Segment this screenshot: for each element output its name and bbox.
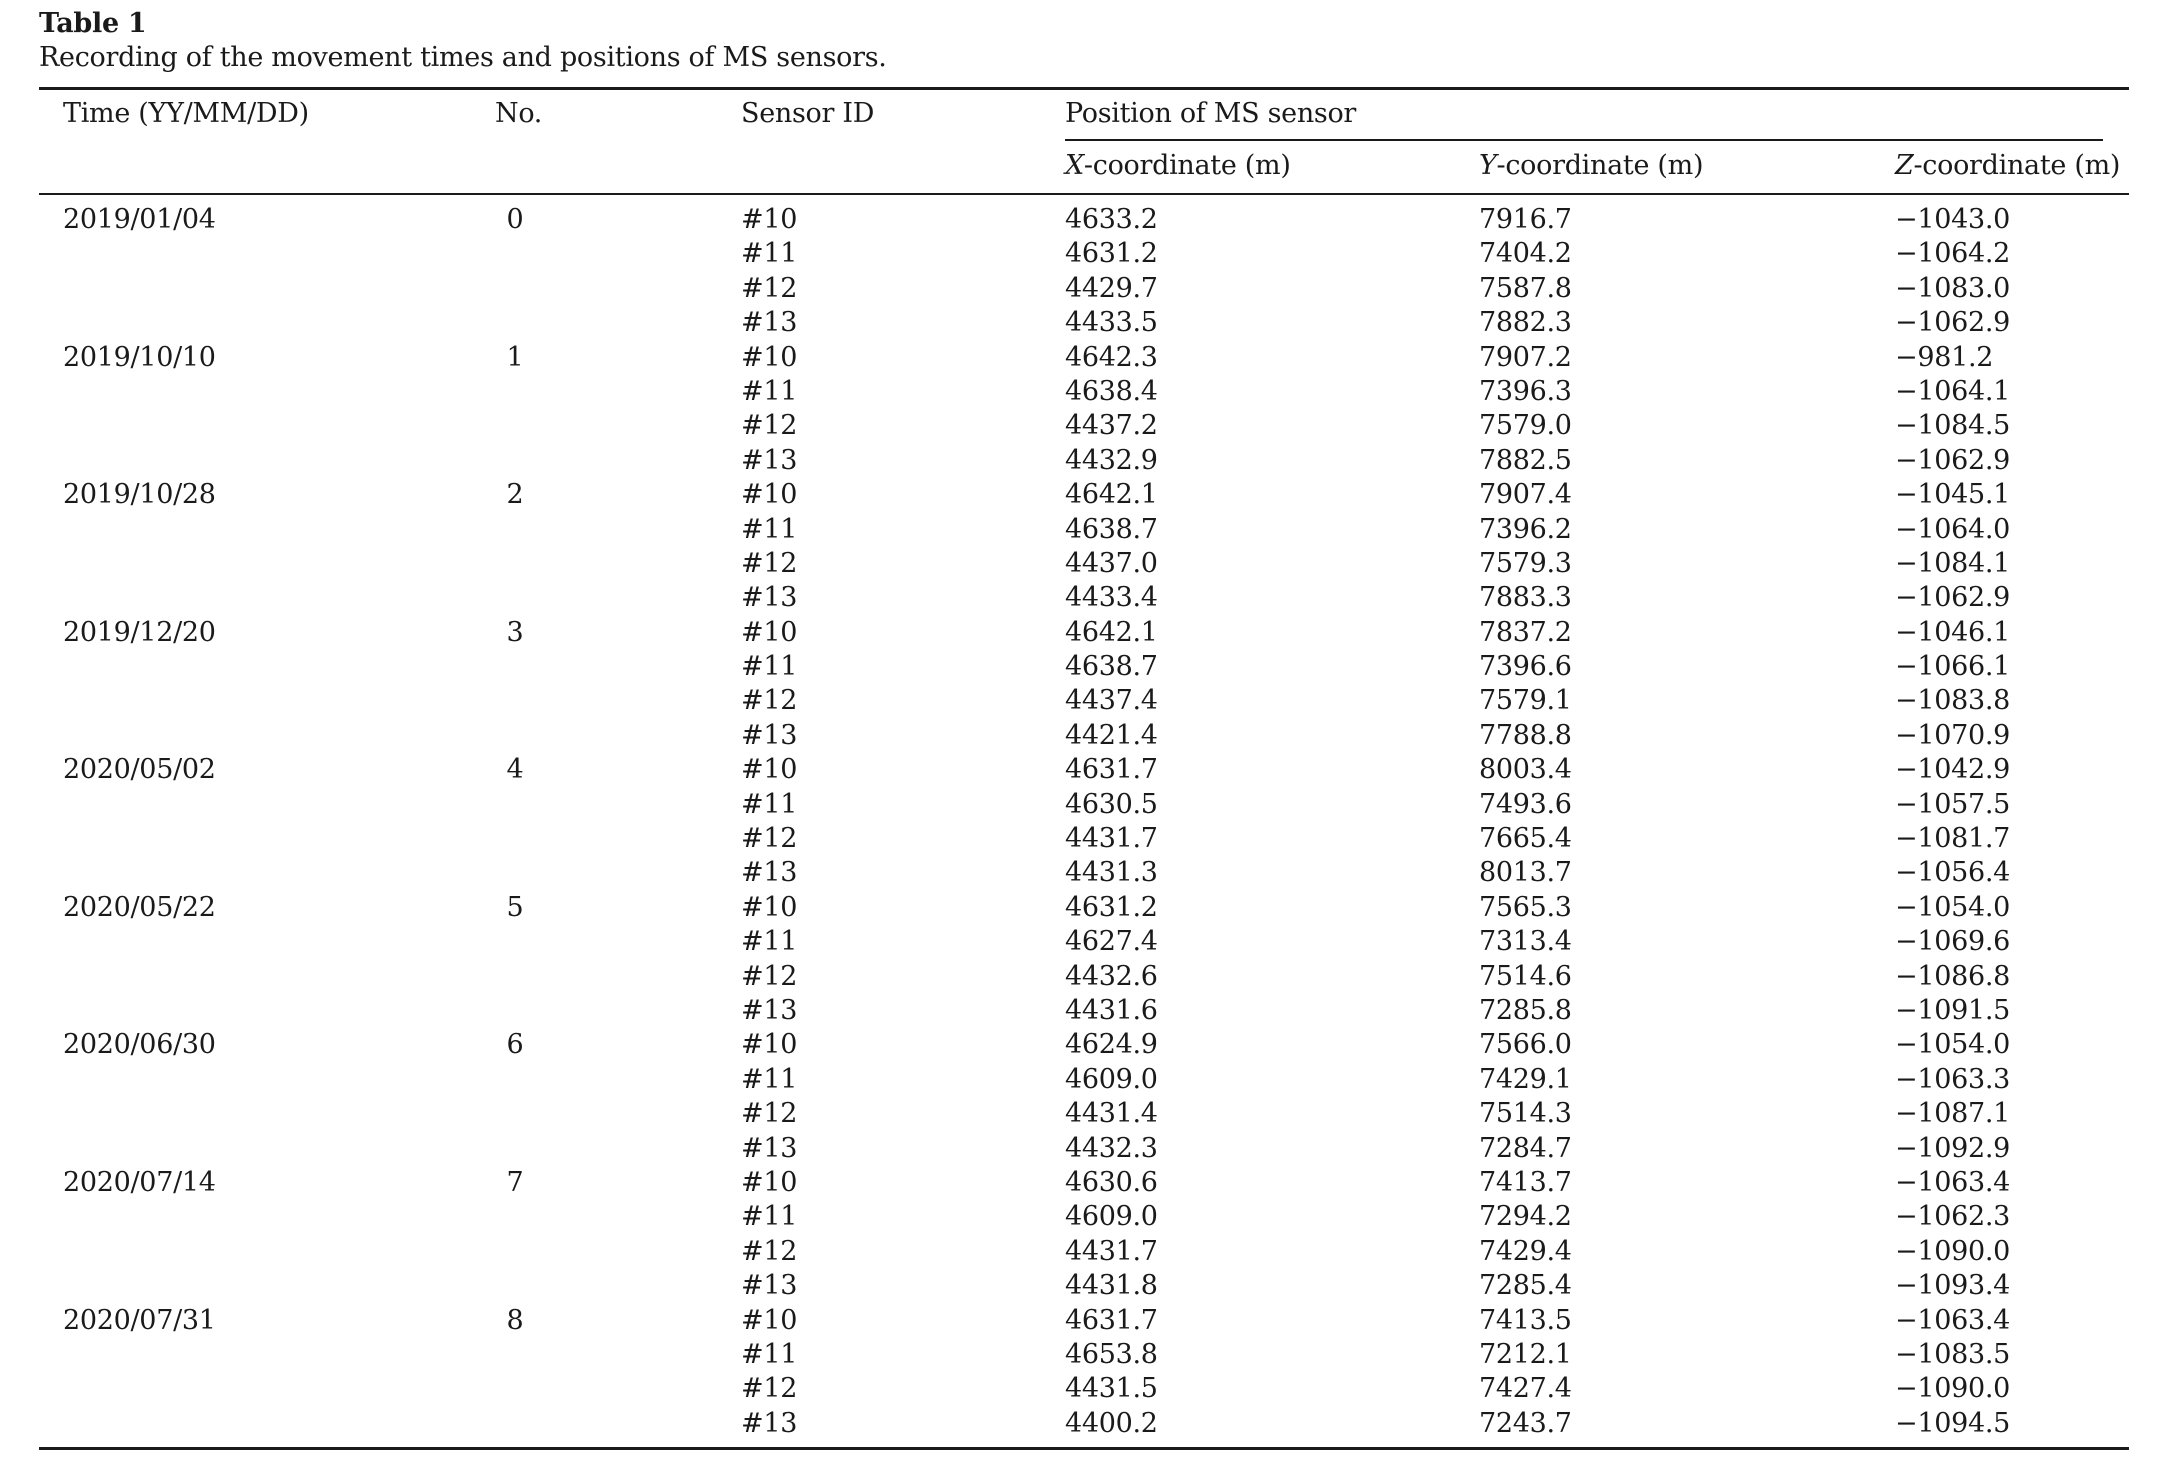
cell-y-coordinate: 7565.3 — [1479, 891, 1572, 923]
cell-z-coordinate: −1062.9 — [1895, 444, 2010, 476]
cell-x-coordinate: 4433.4 — [1065, 582, 1158, 614]
cell-x-coordinate: 4638.7 — [1065, 651, 1158, 683]
table-row — [39, 686, 2129, 720]
cell-x-coordinate: 4437.4 — [1065, 685, 1158, 717]
cell-y-coordinate: 7883.3 — [1479, 582, 1572, 614]
table-row — [39, 308, 2129, 342]
cell-z-coordinate: −1043.0 — [1895, 204, 2010, 235]
cell-time: 2019/10/28 — [63, 479, 216, 511]
cell-no: 3 — [506, 616, 524, 648]
cell-y-coordinate: 7916.7 — [1479, 204, 1572, 235]
cell-y-coordinate: 7429.4 — [1479, 1235, 1572, 1267]
cell-time: 2020/06/30 — [63, 1029, 216, 1061]
table-row — [39, 583, 2129, 617]
cell-sensor-id: #13 — [741, 994, 798, 1026]
cell-z-coordinate: −1090.0 — [1895, 1235, 2010, 1267]
cell-x-coordinate: 4431.8 — [1065, 1270, 1158, 1302]
table-row — [39, 1306, 2129, 1340]
cell-sensor-id: #12 — [741, 1098, 798, 1130]
header-position-group: Position of MS sensor — [1065, 98, 1357, 129]
cell-z-coordinate: −1064.0 — [1895, 513, 2010, 545]
header-y-letter: Y — [1479, 150, 1497, 181]
cell-sensor-id: #13 — [741, 307, 798, 339]
table-row — [39, 1099, 2129, 1133]
cell-y-coordinate: 7882.3 — [1479, 307, 1572, 339]
cell-z-coordinate: −1086.8 — [1895, 960, 2010, 992]
cell-sensor-id: #11 — [741, 1338, 798, 1370]
cell-sensor-id: #11 — [741, 375, 798, 407]
cell-sensor-id: #12 — [741, 410, 798, 442]
table-row — [39, 274, 2129, 308]
cell-x-coordinate: 4432.3 — [1065, 1132, 1158, 1164]
cell-y-coordinate: 7587.8 — [1479, 272, 1572, 304]
cell-y-coordinate: 7413.5 — [1479, 1304, 1572, 1336]
header-y-text: -coordinate (m) — [1496, 150, 1704, 181]
cell-sensor-id: #13 — [741, 1407, 798, 1439]
header-sensor-id: Sensor ID — [741, 98, 875, 129]
cell-sensor-id: #12 — [741, 960, 798, 992]
table-row — [39, 343, 2129, 377]
header-x-text: -coordinate (m) — [1083, 150, 1291, 181]
cell-no: 7 — [506, 1166, 524, 1198]
cell-y-coordinate: 7404.2 — [1479, 238, 1572, 270]
cell-sensor-id: #13 — [741, 444, 798, 476]
cell-x-coordinate: 4609.0 — [1065, 1063, 1158, 1095]
table-row — [39, 1202, 2129, 1236]
table-row — [39, 755, 2129, 789]
table-row — [39, 1271, 2129, 1305]
cell-x-coordinate: 4400.2 — [1065, 1407, 1158, 1439]
cell-y-coordinate: 7514.6 — [1479, 960, 1572, 992]
cell-sensor-id: #11 — [741, 926, 798, 958]
table-row — [39, 480, 2129, 514]
cell-y-coordinate: 8003.4 — [1479, 754, 1572, 786]
cell-y-coordinate: 7882.5 — [1479, 444, 1572, 476]
cell-no: 0 — [506, 204, 524, 235]
cell-no: 4 — [506, 754, 524, 786]
cell-x-coordinate: 4631.7 — [1065, 754, 1158, 786]
table-row — [39, 549, 2129, 583]
cell-x-coordinate: 4429.7 — [1065, 272, 1158, 304]
table-row — [39, 962, 2129, 996]
cell-x-coordinate: 4432.9 — [1065, 444, 1158, 476]
header-z-coordinate — [1895, 151, 2120, 181]
cell-time: 2019/12/20 — [63, 616, 216, 648]
cell-z-coordinate: −1090.0 — [1895, 1373, 2010, 1405]
cell-y-coordinate: 7396.2 — [1479, 513, 1572, 545]
header-no: No. — [495, 98, 543, 129]
cell-z-coordinate: −1092.9 — [1895, 1132, 2010, 1164]
cell-y-coordinate: 7429.1 — [1479, 1063, 1572, 1095]
header-x-letter: X — [1065, 150, 1084, 181]
cell-no: 5 — [506, 891, 524, 923]
table-row — [39, 927, 2129, 961]
table-row — [39, 652, 2129, 686]
cell-time: 2020/05/02 — [63, 754, 216, 786]
cell-z-coordinate: −1084.5 — [1895, 410, 2010, 442]
cell-z-coordinate: −1064.1 — [1895, 375, 2010, 407]
header-x-coordinate — [1065, 151, 1291, 181]
cell-sensor-id: #11 — [741, 1201, 798, 1233]
cell-y-coordinate: 7579.1 — [1479, 685, 1572, 717]
cell-x-coordinate: 4431.6 — [1065, 994, 1158, 1026]
table-row — [39, 377, 2129, 411]
cell-z-coordinate: −1081.7 — [1895, 823, 2010, 855]
cell-y-coordinate: 7284.7 — [1479, 1132, 1572, 1164]
cell-z-coordinate: −1045.1 — [1895, 479, 2010, 511]
cell-x-coordinate: 4633.2 — [1065, 204, 1158, 235]
cell-sensor-id: #12 — [741, 685, 798, 717]
cell-y-coordinate: 7493.6 — [1479, 788, 1572, 820]
cell-y-coordinate: 7907.4 — [1479, 479, 1572, 511]
table-row — [39, 618, 2129, 652]
bottom-rule — [39, 1447, 2129, 1450]
cell-z-coordinate: −1062.9 — [1895, 582, 2010, 614]
cell-x-coordinate: 4624.9 — [1065, 1029, 1158, 1061]
cell-x-coordinate: 4437.2 — [1065, 410, 1158, 442]
cell-sensor-id: #10 — [741, 1304, 798, 1336]
cell-sensor-id: #10 — [741, 616, 798, 648]
cell-y-coordinate: 7907.2 — [1479, 341, 1572, 373]
table-row — [39, 1030, 2129, 1064]
cell-z-coordinate: −981.2 — [1895, 341, 1994, 373]
cell-x-coordinate: 4437.0 — [1065, 547, 1158, 579]
cell-time: 2020/07/14 — [63, 1166, 216, 1198]
cell-z-coordinate: −1063.4 — [1895, 1304, 2010, 1336]
top-rule — [39, 87, 2129, 90]
cell-y-coordinate: 7427.4 — [1479, 1373, 1572, 1405]
cell-no: 6 — [506, 1029, 524, 1061]
table-row — [39, 1340, 2129, 1374]
table-row — [39, 446, 2129, 480]
cell-x-coordinate: 4431.7 — [1065, 823, 1158, 855]
table-row — [39, 1409, 2129, 1443]
table-row — [39, 411, 2129, 445]
cell-x-coordinate: 4638.7 — [1065, 513, 1158, 545]
cell-y-coordinate: 7514.3 — [1479, 1098, 1572, 1130]
cell-time: 2019/10/10 — [63, 341, 216, 373]
cell-y-coordinate: 7413.7 — [1479, 1166, 1572, 1198]
header-z-letter: Z — [1895, 150, 1914, 181]
cell-sensor-id: #11 — [741, 788, 798, 820]
cell-sensor-id: #13 — [741, 719, 798, 751]
group-rule — [1065, 139, 2103, 141]
cell-sensor-id: #12 — [741, 547, 798, 579]
cell-y-coordinate: 7396.6 — [1479, 651, 1572, 683]
cell-z-coordinate: −1083.5 — [1895, 1338, 2010, 1370]
cell-sensor-id: #11 — [741, 1063, 798, 1095]
cell-z-coordinate: −1062.3 — [1895, 1201, 2010, 1233]
cell-sensor-id: #13 — [741, 857, 798, 889]
cell-x-coordinate: 4642.1 — [1065, 616, 1158, 648]
cell-x-coordinate: 4642.1 — [1065, 479, 1158, 511]
cell-sensor-id: #10 — [741, 479, 798, 511]
cell-z-coordinate: −1054.0 — [1895, 891, 2010, 923]
cell-x-coordinate: 4431.5 — [1065, 1373, 1158, 1405]
cell-y-coordinate: 8013.7 — [1479, 857, 1572, 889]
cell-sensor-id: #12 — [741, 823, 798, 855]
cell-sensor-id: #10 — [741, 754, 798, 786]
cell-sensor-id: #13 — [741, 1270, 798, 1302]
cell-x-coordinate: 4631.7 — [1065, 1304, 1158, 1336]
cell-y-coordinate: 7313.4 — [1479, 926, 1572, 958]
cell-sensor-id: #13 — [741, 1132, 798, 1164]
table-row — [39, 1237, 2129, 1271]
cell-x-coordinate: 4642.3 — [1065, 341, 1158, 373]
cell-sensor-id: #10 — [741, 1029, 798, 1061]
cell-z-coordinate: −1057.5 — [1895, 788, 2010, 820]
table-row — [39, 721, 2129, 755]
table-row — [39, 1168, 2129, 1202]
cell-y-coordinate: 7212.1 — [1479, 1338, 1572, 1370]
cell-z-coordinate: −1084.1 — [1895, 547, 2010, 579]
cell-sensor-id: #12 — [741, 272, 798, 304]
cell-x-coordinate: 4431.4 — [1065, 1098, 1158, 1130]
header-y-coordinate — [1479, 151, 1703, 181]
cell-sensor-id: #12 — [741, 1235, 798, 1267]
cell-z-coordinate: −1094.5 — [1895, 1407, 2010, 1439]
table-title: Table 1 — [39, 8, 147, 39]
cell-y-coordinate: 7579.3 — [1479, 547, 1572, 579]
cell-z-coordinate: −1069.6 — [1895, 926, 2010, 958]
cell-x-coordinate: 4630.6 — [1065, 1166, 1158, 1198]
cell-sensor-id: #11 — [741, 513, 798, 545]
cell-z-coordinate: −1046.1 — [1895, 616, 2010, 648]
cell-time: 2020/05/22 — [63, 891, 216, 923]
cell-x-coordinate: 4421.4 — [1065, 719, 1158, 751]
table-caption: Recording of the movement times and positions of MS sensors. — [39, 42, 887, 73]
cell-z-coordinate: −1056.4 — [1895, 857, 2010, 889]
table-row — [39, 515, 2129, 549]
cell-z-coordinate: −1093.4 — [1895, 1270, 2010, 1302]
cell-y-coordinate: 7285.4 — [1479, 1270, 1572, 1302]
cell-sensor-id: #13 — [741, 582, 798, 614]
header-rule — [39, 193, 2129, 195]
header-time: Time (YY/MM/DD) — [63, 98, 309, 129]
cell-z-coordinate: −1054.0 — [1895, 1029, 2010, 1061]
cell-sensor-id: #12 — [741, 1373, 798, 1405]
table-row — [39, 996, 2129, 1030]
cell-z-coordinate: −1070.9 — [1895, 719, 2010, 751]
table-row — [39, 893, 2129, 927]
cell-sensor-id: #11 — [741, 238, 798, 270]
cell-sensor-id: #10 — [741, 1166, 798, 1198]
table-row — [39, 1134, 2129, 1168]
cell-x-coordinate: 4431.7 — [1065, 1235, 1158, 1267]
cell-x-coordinate: 4627.4 — [1065, 926, 1158, 958]
cell-sensor-id: #10 — [741, 891, 798, 923]
cell-z-coordinate: −1064.2 — [1895, 238, 2010, 270]
table-row — [39, 239, 2129, 273]
cell-x-coordinate: 4431.3 — [1065, 857, 1158, 889]
table-row — [39, 1065, 2129, 1099]
cell-y-coordinate: 7837.2 — [1479, 616, 1572, 648]
cell-x-coordinate: 4432.6 — [1065, 960, 1158, 992]
cell-y-coordinate: 7243.7 — [1479, 1407, 1572, 1439]
cell-x-coordinate: 4631.2 — [1065, 891, 1158, 923]
cell-y-coordinate: 7285.8 — [1479, 994, 1572, 1026]
cell-y-coordinate: 7665.4 — [1479, 823, 1572, 855]
cell-no: 8 — [506, 1304, 524, 1336]
cell-x-coordinate: 4638.4 — [1065, 375, 1158, 407]
cell-z-coordinate: −1042.9 — [1895, 754, 2010, 786]
cell-time: 2019/01/04 — [63, 204, 216, 235]
table-row — [39, 824, 2129, 858]
cell-sensor-id: #10 — [741, 341, 798, 373]
cell-z-coordinate: −1066.1 — [1895, 651, 2010, 683]
cell-x-coordinate: 4653.8 — [1065, 1338, 1158, 1370]
cell-z-coordinate: −1087.1 — [1895, 1098, 2010, 1130]
cell-z-coordinate: −1063.4 — [1895, 1166, 2010, 1198]
table-body — [39, 205, 2129, 1443]
cell-y-coordinate: 7788.8 — [1479, 719, 1572, 751]
cell-z-coordinate: −1062.9 — [1895, 307, 2010, 339]
cell-time: 2020/07/31 — [63, 1304, 216, 1336]
cell-x-coordinate: 4631.2 — [1065, 238, 1158, 270]
cell-z-coordinate: −1083.0 — [1895, 272, 2010, 304]
cell-y-coordinate: 7396.3 — [1479, 375, 1572, 407]
cell-y-coordinate: 7579.0 — [1479, 410, 1572, 442]
table-row — [39, 790, 2129, 824]
cell-y-coordinate: 7294.2 — [1479, 1201, 1572, 1233]
cell-sensor-id: #11 — [741, 651, 798, 683]
cell-x-coordinate: 4433.5 — [1065, 307, 1158, 339]
cell-x-coordinate: 4609.0 — [1065, 1201, 1158, 1233]
cell-z-coordinate: −1091.5 — [1895, 994, 2010, 1026]
cell-sensor-id: #10 — [741, 204, 798, 235]
cell-x-coordinate: 4630.5 — [1065, 788, 1158, 820]
header-z-text: -coordinate (m) — [1913, 150, 2121, 181]
cell-y-coordinate: 7566.0 — [1479, 1029, 1572, 1061]
cell-z-coordinate: −1083.8 — [1895, 685, 2010, 717]
table-row — [39, 205, 2129, 239]
table-row — [39, 858, 2129, 892]
cell-no: 2 — [506, 479, 524, 511]
cell-z-coordinate: −1063.3 — [1895, 1063, 2010, 1095]
table-row — [39, 1374, 2129, 1408]
cell-no: 1 — [506, 341, 524, 373]
